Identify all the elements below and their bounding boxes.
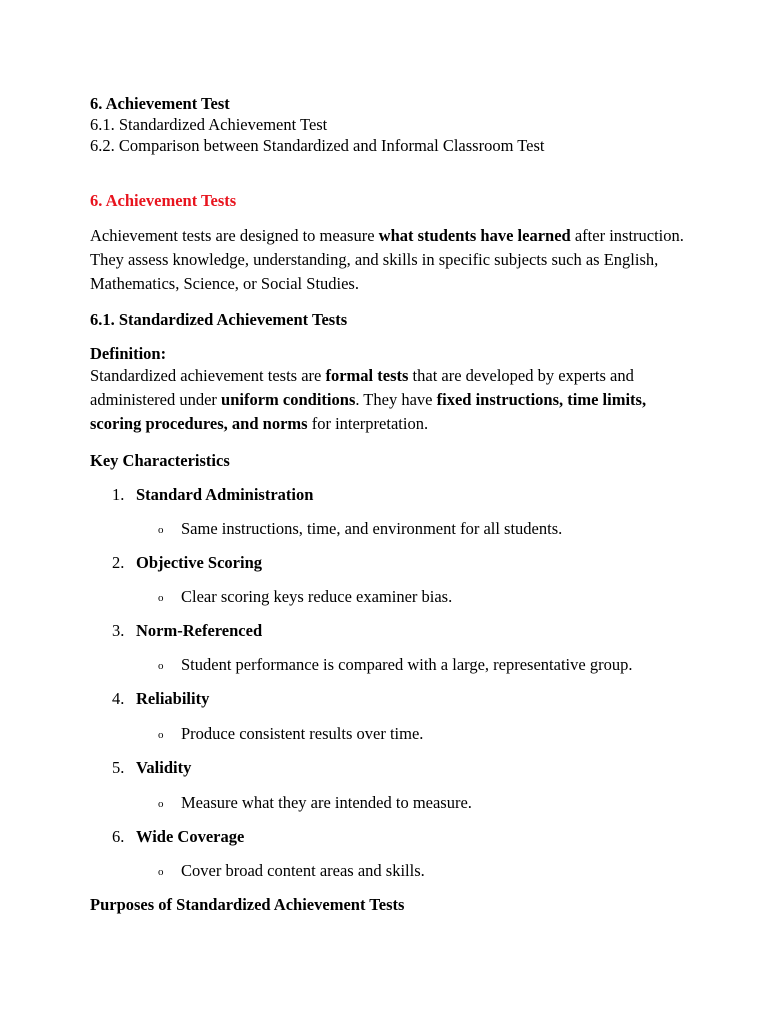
definition-text-1: Standardized achievement tests are [90,366,326,385]
characteristic-number: 2. [112,553,125,572]
definition-bold-2: uniform conditions [221,390,356,409]
characteristic-detail: Same instructions, time, and environment for all students. [181,519,563,538]
characteristic-title: Objective Scoring [136,553,263,572]
characteristic-item [90,757,690,813]
definition-bold-1: formal tests [325,366,409,385]
bullet-marker: o [158,866,164,878]
bullet-marker: o [158,660,164,672]
characteristic-number: 5. [112,758,125,777]
bullet-marker: o [158,592,164,604]
intro-text-2: after instruction. They assess knowledge, understanding, and skills in specific subjects such as English, Mathematics, Science, or Social Studies. [90,226,684,293]
characteristic-title: Standard Administration [136,485,314,504]
intro-text-1: Achievement tests are designed to measure [90,226,379,245]
intro-paragraph [90,224,690,296]
definition-text-3: . They have [355,390,437,409]
characteristic-detail: Measure what they are intended to measure. [181,793,472,812]
characteristic-title: Norm-Referenced [136,621,263,640]
characteristic-item [90,826,690,881]
section-heading: 6. Achievement Tests [90,191,237,210]
purposes-heading: Purposes of Standardized Achievement Tests [90,895,405,914]
bullet-marker: o [158,729,164,741]
bullet-marker: o [158,798,164,810]
characteristic-item [90,484,690,539]
characteristic-number: 4. [112,689,125,708]
toc-item-achievement-test: 6. Achievement Test [90,94,230,113]
bullet-marker: o [158,524,164,536]
characteristic-detail: Cover broad content areas and skills. [181,861,425,880]
characteristic-number: 1. [112,485,125,504]
subsection-heading: 6.1. Standardized Achievement Tests [90,310,348,329]
toc-item-standardized-test: 6.1. Standardized Achievement Test [90,115,328,134]
toc-item-comparison: 6.2. Comparison between Standardized and Informal Classroom Test [90,136,545,155]
definition-text-2: that are developed by experts and administered under [90,366,634,409]
definition-text-4: for interpretation. [307,414,429,433]
definition-bold-3: fixed instructions, time limits, scoring procedures, and norms [90,390,647,433]
characteristic-title: Wide Coverage [136,827,245,846]
characteristic-detail: Produce consistent results over time. [181,724,424,743]
characteristic-title: Reliability [136,689,210,708]
characteristic-title: Validity [136,758,192,777]
definition-paragraph [90,364,690,436]
document-page [90,93,690,915]
characteristic-detail: Student performance is compared with a large, representative group. [181,655,633,674]
characteristic-item [90,620,690,675]
intro-bold-1: what students have learned [378,226,571,245]
characteristic-item [90,688,690,744]
key-characteristics-heading: Key Characteristics [90,451,230,470]
key-characteristics-list [90,484,690,881]
characteristic-number: 6. [112,827,125,846]
definition-label: Definition: [90,344,167,363]
characteristic-number: 3. [112,621,125,640]
characteristic-detail: Clear scoring keys reduce examiner bias. [181,587,453,606]
characteristic-item [90,552,690,607]
